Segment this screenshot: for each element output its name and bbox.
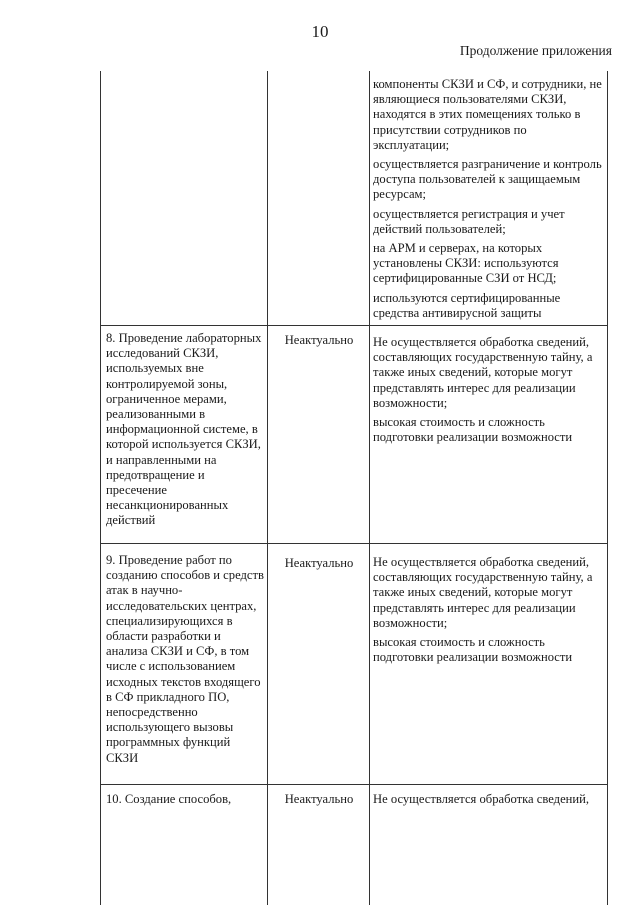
reason-text: Не осуществляется обработка сведений, составляющих государственную тайну, а также иных сведений, которые могут представлять интерес для реализации возможности; — [373, 335, 593, 410]
reason-text: на АРМ и серверах, на которых установлены СКЗИ: используются сертифицированные СЗИ от НСД; — [373, 241, 559, 286]
table-row-4-threat: 10. Создание способов, — [106, 792, 232, 806]
table-row-3-status: Неактуально — [284, 556, 354, 570]
continuation-label: Продолжение приложения — [459, 43, 612, 58]
table-row-4-status: Неактуально — [284, 792, 354, 806]
reason-text: Не осуществляется обработка сведений, составляющих государственную тайну, а также иных сведений, которые могут представлять интерес для реализации возможности; — [373, 555, 593, 630]
table-row-2-status: Неактуально — [284, 333, 354, 347]
reason-text: осуществляется разграничение и контроль доступа пользователей к защищаемым ресурсам; — [373, 157, 602, 202]
page-number: 10 — [311, 22, 329, 41]
reason-text: высокая стоимость и сложность подготовки реализации возможности — [373, 635, 573, 665]
reason-text: осуществляется регистрация и учет действий пользователей; — [373, 206, 565, 236]
table-row-4-reasons — [373, 792, 605, 811]
reason-text: компоненты СКЗИ и СФ, и сотрудники, не являющиеся пользователями СКЗИ, находятся в этих помещениях только в присутствии сотрудников по эксплуатации; — [373, 77, 602, 152]
row-divider — [101, 784, 607, 785]
row-divider — [101, 543, 607, 544]
column-divider — [267, 71, 268, 905]
threats-table — [100, 71, 608, 905]
column-divider — [369, 71, 370, 905]
table-row-3-threat: 9. Проведение работ по созданию способов и средств атак в научно-исследовательских центрах, специализирующихся в области разработки и анализа СКЗИ и СФ, в том числе с использованием исходных текстов входящего в СФ прикладного ПО, непосредственно использующего вызовы программных функций СКЗИ — [106, 553, 264, 765]
reason-text: Не осуществляется обработка сведений, — [373, 792, 590, 806]
row-divider — [101, 325, 607, 326]
reason-text: высокая стоимость и сложность подготовки реализации возможности — [373, 415, 573, 445]
table-row-2-reasons — [373, 335, 605, 449]
table-row-3-reasons — [373, 555, 605, 669]
table-row-2-threat: 8. Проведение лабораторных исследований СКЗИ, используемых вне контролируемой зоны, ограниченное мерами, реализованными в информационной системе, в которой используется СКЗИ, и направленными на предотвращение и пресечение несанкционированных действий — [106, 331, 262, 528]
table-row-1-reasons — [373, 77, 605, 325]
reason-text: используются сертифицированные средства антивирусной защиты — [373, 290, 561, 320]
